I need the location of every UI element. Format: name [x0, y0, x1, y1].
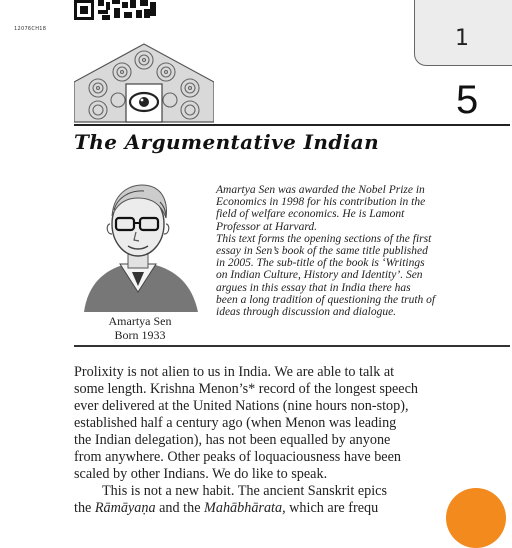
body-line: This is not a new habit. The ancient Sanskrit epics — [102, 483, 388, 499]
body-line: from anywhere. Other peaks of loquaciousness have been — [74, 449, 401, 465]
bio-line: Professor at Harvard. — [216, 220, 318, 233]
chapter-divider — [74, 124, 510, 126]
bio-line: on Indian Culture, History and Identity’. Sen — [216, 269, 423, 282]
chapter-number: 5 — [456, 78, 479, 122]
body-line: Prolixity is not alien to us in India. We are able to talk at — [74, 364, 395, 380]
body-line: ever delivered at the United Nations (nine hours non-stop), — [74, 398, 409, 414]
qr-code-id: 12076CH18 — [14, 26, 47, 32]
body-line: scaled by other Indians. We do like to speak. — [74, 466, 328, 482]
page-tab[interactable] — [414, 0, 512, 66]
caption-name: Amartya Sen — [108, 314, 172, 328]
chapter-title: The Argumentative Indian — [74, 130, 380, 154]
ramayana-title: Rāmāyaṇa — [94, 500, 156, 516]
bio-line: been a long tradition of questioning the truth of — [216, 293, 436, 306]
floating-action-button[interactable] — [446, 488, 506, 548]
bio-line: field of welfare economics. He is Lamont — [216, 208, 405, 221]
bio-line: ideas through discussion and dialogue. — [216, 306, 397, 319]
bio-line: Amartya Sen was awarded the Nobel Prize in — [216, 184, 425, 196]
author-bio — [216, 184, 512, 318]
mahabharata-title: Mahābhārata — [204, 500, 283, 516]
body-line: the Indian delegation), has not been equalled by anyone — [74, 432, 391, 448]
body-text-rest: , which are frequ — [282, 500, 379, 516]
bio-line: essay in Sen’s book of the same title published — [216, 245, 428, 258]
bio-line: Economics in 1998 for his contribution in the — [216, 196, 426, 209]
body-line: some length. Krishna Menon’s* record of the longest speech — [74, 381, 418, 397]
portrait-sketch — [74, 176, 204, 312]
body-text-and: and the — [155, 500, 205, 516]
page-number: 1 — [455, 26, 469, 51]
caption-born: Born 1933 — [114, 328, 166, 342]
bio-line: argues in this essay that in India there has — [216, 281, 411, 294]
chapter-body — [74, 364, 512, 517]
portrait-caption — [90, 314, 190, 342]
section-divider — [74, 345, 510, 347]
body-line: established half a century ago (when Menon was leading — [74, 415, 397, 431]
house-motif-icon — [74, 42, 214, 124]
qr-code-icon — [74, 0, 158, 20]
body-text-the: the — [74, 500, 95, 516]
bio-line: in 2005. The sub-title of the book is ‘Writings — [216, 257, 425, 270]
bio-line: This text forms the opening sections of the first — [216, 232, 432, 245]
